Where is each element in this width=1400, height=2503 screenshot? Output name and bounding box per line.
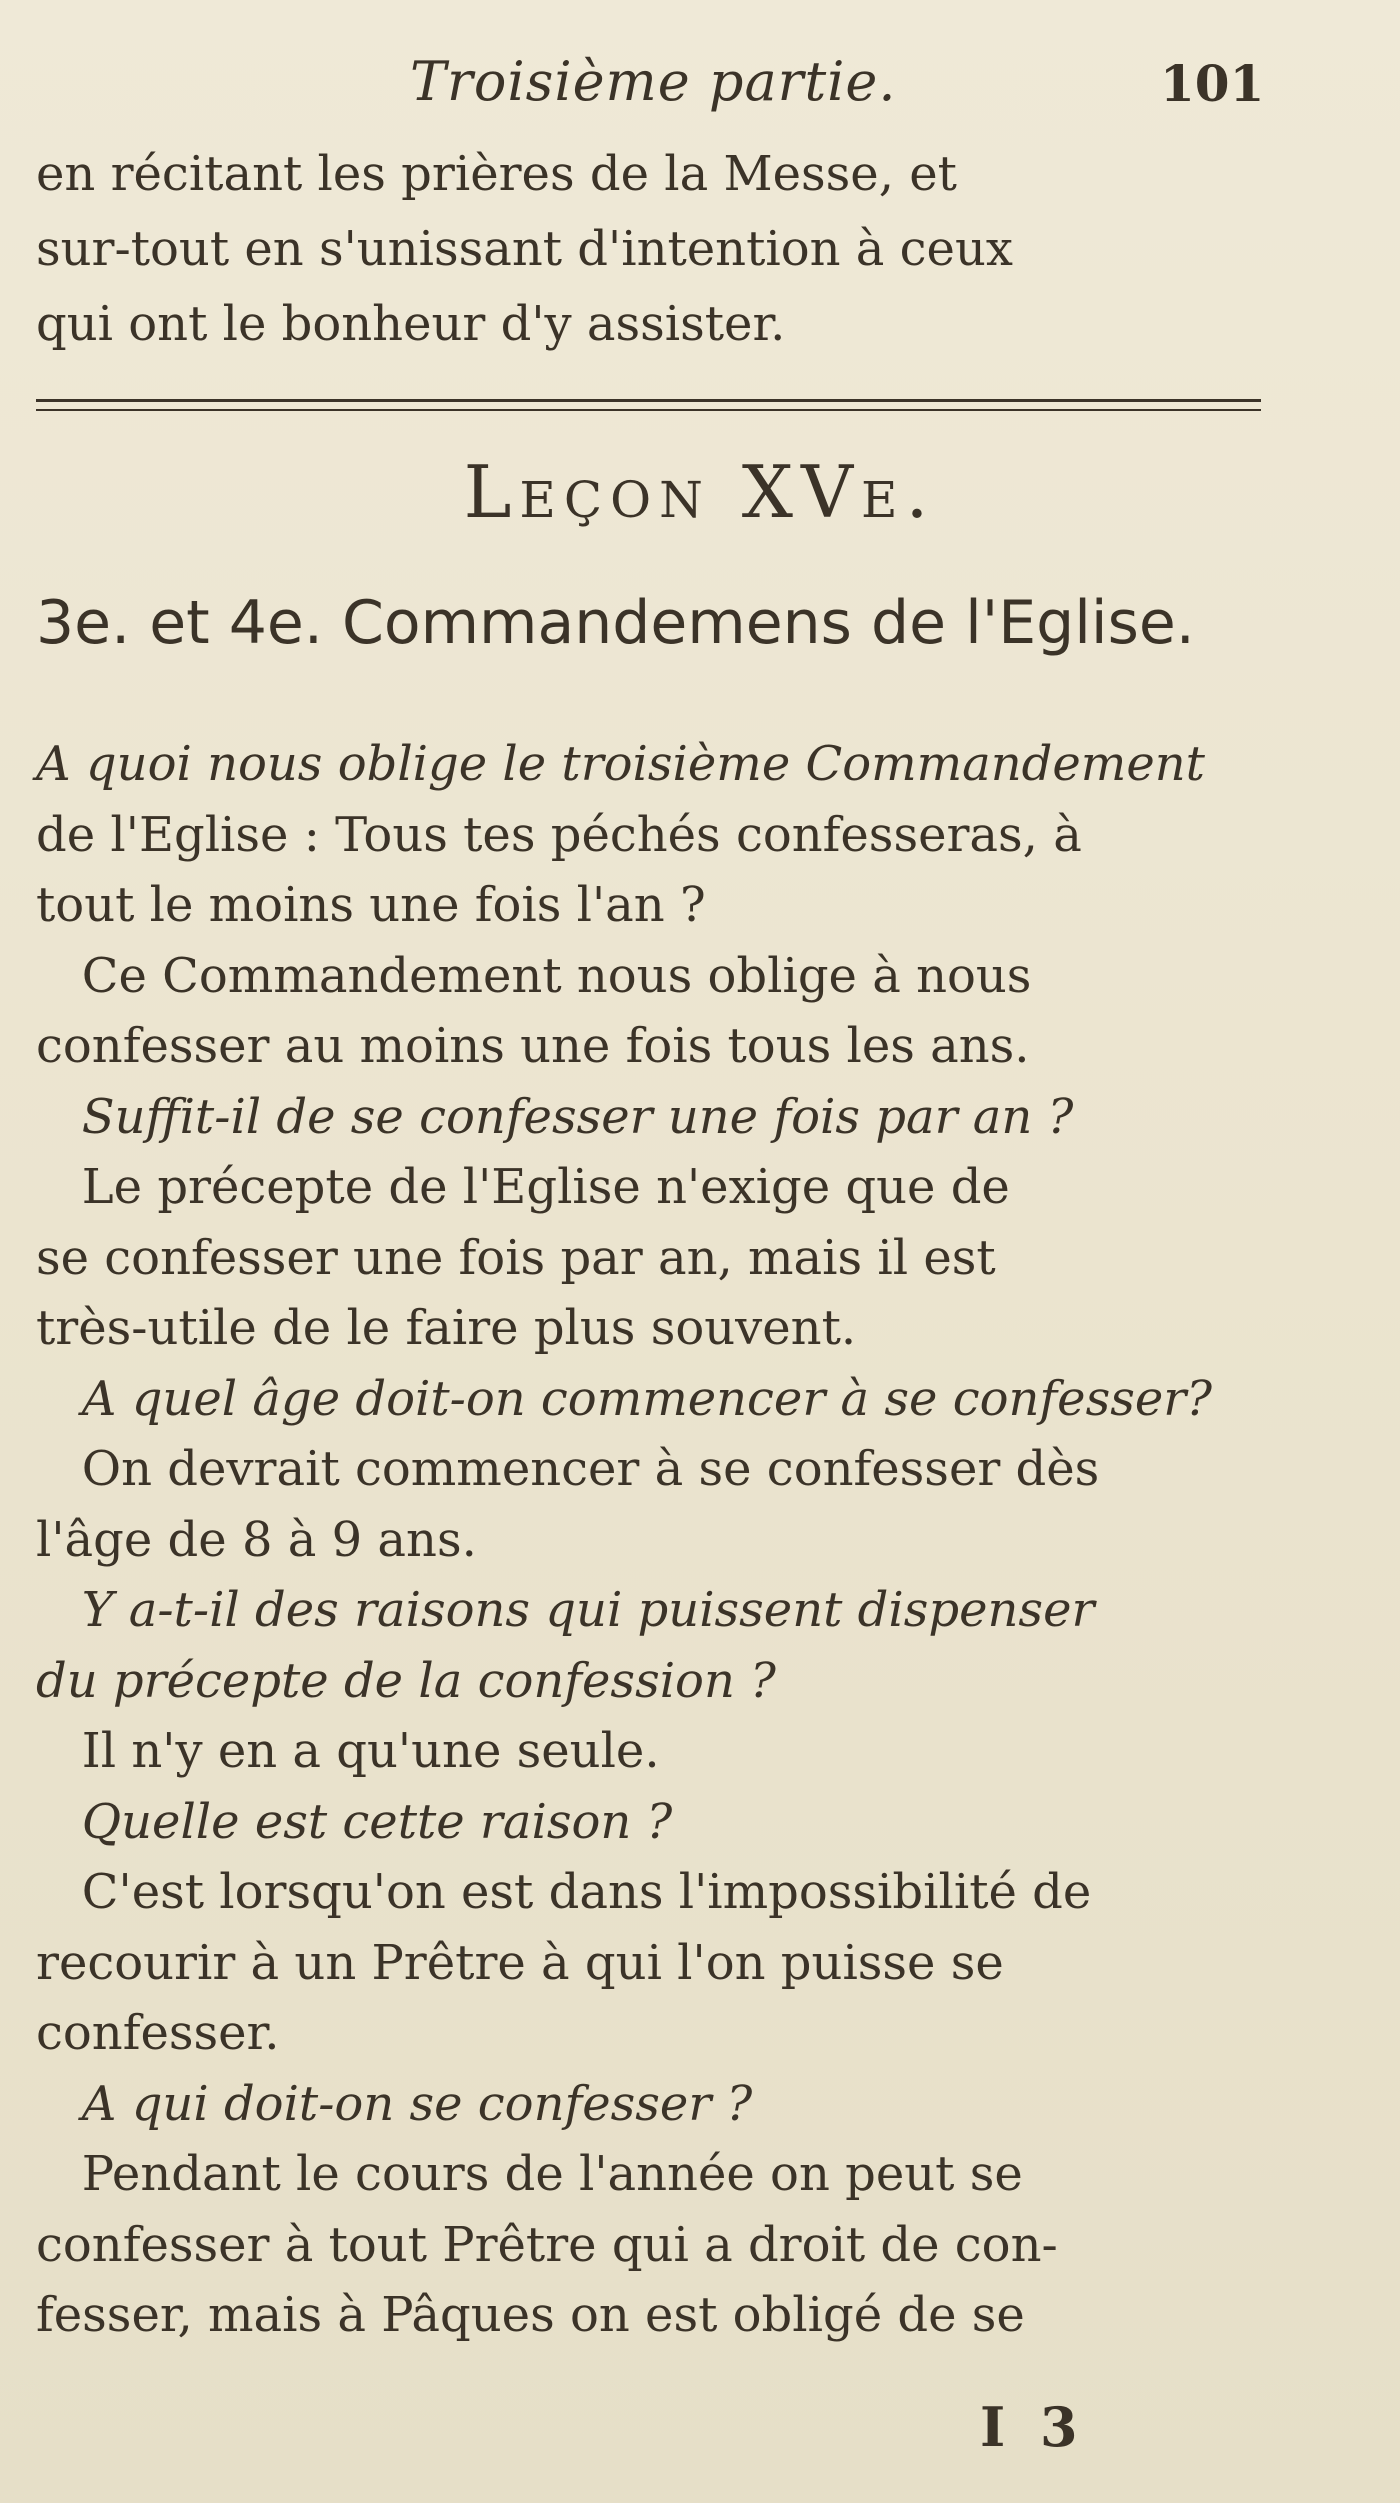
answer-line: l'âge de 8 à 9 ans. xyxy=(36,1512,477,1568)
answer-line: recourir à un Prêtre à qui l'on puisse se xyxy=(36,1935,1004,1991)
question-line: du précepte de la confession ? xyxy=(36,1653,776,1709)
answer-line: Pendant le cours de l'année on peut se xyxy=(36,2146,1023,2202)
section-divider xyxy=(36,395,1261,419)
page-number: 101 xyxy=(1160,54,1265,113)
answer-line: tout le moins une fois l'an ? xyxy=(36,877,706,933)
question-line: A qui doit-on se confesser ? xyxy=(36,2076,753,2132)
section-title: 3e. et 4e. Commandemens de l'Eglise. xyxy=(36,588,1195,658)
answer-line: confesser à tout Prêtre qui a droit de con- xyxy=(36,2217,1058,2273)
text-line: sur-tout en s'unissant d'intention à ceux xyxy=(36,221,1013,277)
answer-line: se confesser une fois par an, mais il est xyxy=(36,1230,996,1286)
lesson-title: Leçon XVe. xyxy=(463,450,937,534)
answer-line: confesser au moins une fois tous les ans. xyxy=(36,1018,1030,1074)
text-line: qui ont le bonheur d'y assister. xyxy=(36,296,786,352)
page-header xyxy=(0,50,1400,130)
answer-line: On devrait commencer à se confesser dès xyxy=(36,1441,1100,1497)
answer-line: Ce Commandement nous oblige à nous xyxy=(36,948,1032,1004)
question-line: Y a-t-il des raisons qui puissent dispenser xyxy=(36,1582,1095,1638)
question-line: Quelle est cette raison ? xyxy=(36,1794,673,1850)
answer-line: de l'Eglise : Tous tes péchés confesseras, à xyxy=(36,807,1082,863)
text-line: en récitant les prières de la Messe, et xyxy=(36,146,957,202)
running-head: Troisième partie. xyxy=(410,50,897,113)
question-line: A quoi nous oblige le troisième Commandement xyxy=(36,736,1205,792)
answer-line: fesser, mais à Pâques on est obligé de se xyxy=(36,2287,1025,2343)
answer-line: C'est lorsqu'on est dans l'impossibilité de xyxy=(36,1864,1092,1920)
answer-line: Il n'y en a qu'une seule. xyxy=(36,1723,660,1779)
signature-mark: I 3 xyxy=(980,2395,1086,2459)
question-line: A quel âge doit-on commencer à se confesser? xyxy=(36,1371,1212,1427)
answer-line: Le précepte de l'Eglise n'exige que de xyxy=(36,1159,1010,1215)
answer-line: très-utile de le faire plus souvent. xyxy=(36,1300,857,1356)
answer-line: confesser. xyxy=(36,2005,280,2061)
question-line: Suffit-il de se confesser une fois par an ? xyxy=(36,1089,1074,1145)
